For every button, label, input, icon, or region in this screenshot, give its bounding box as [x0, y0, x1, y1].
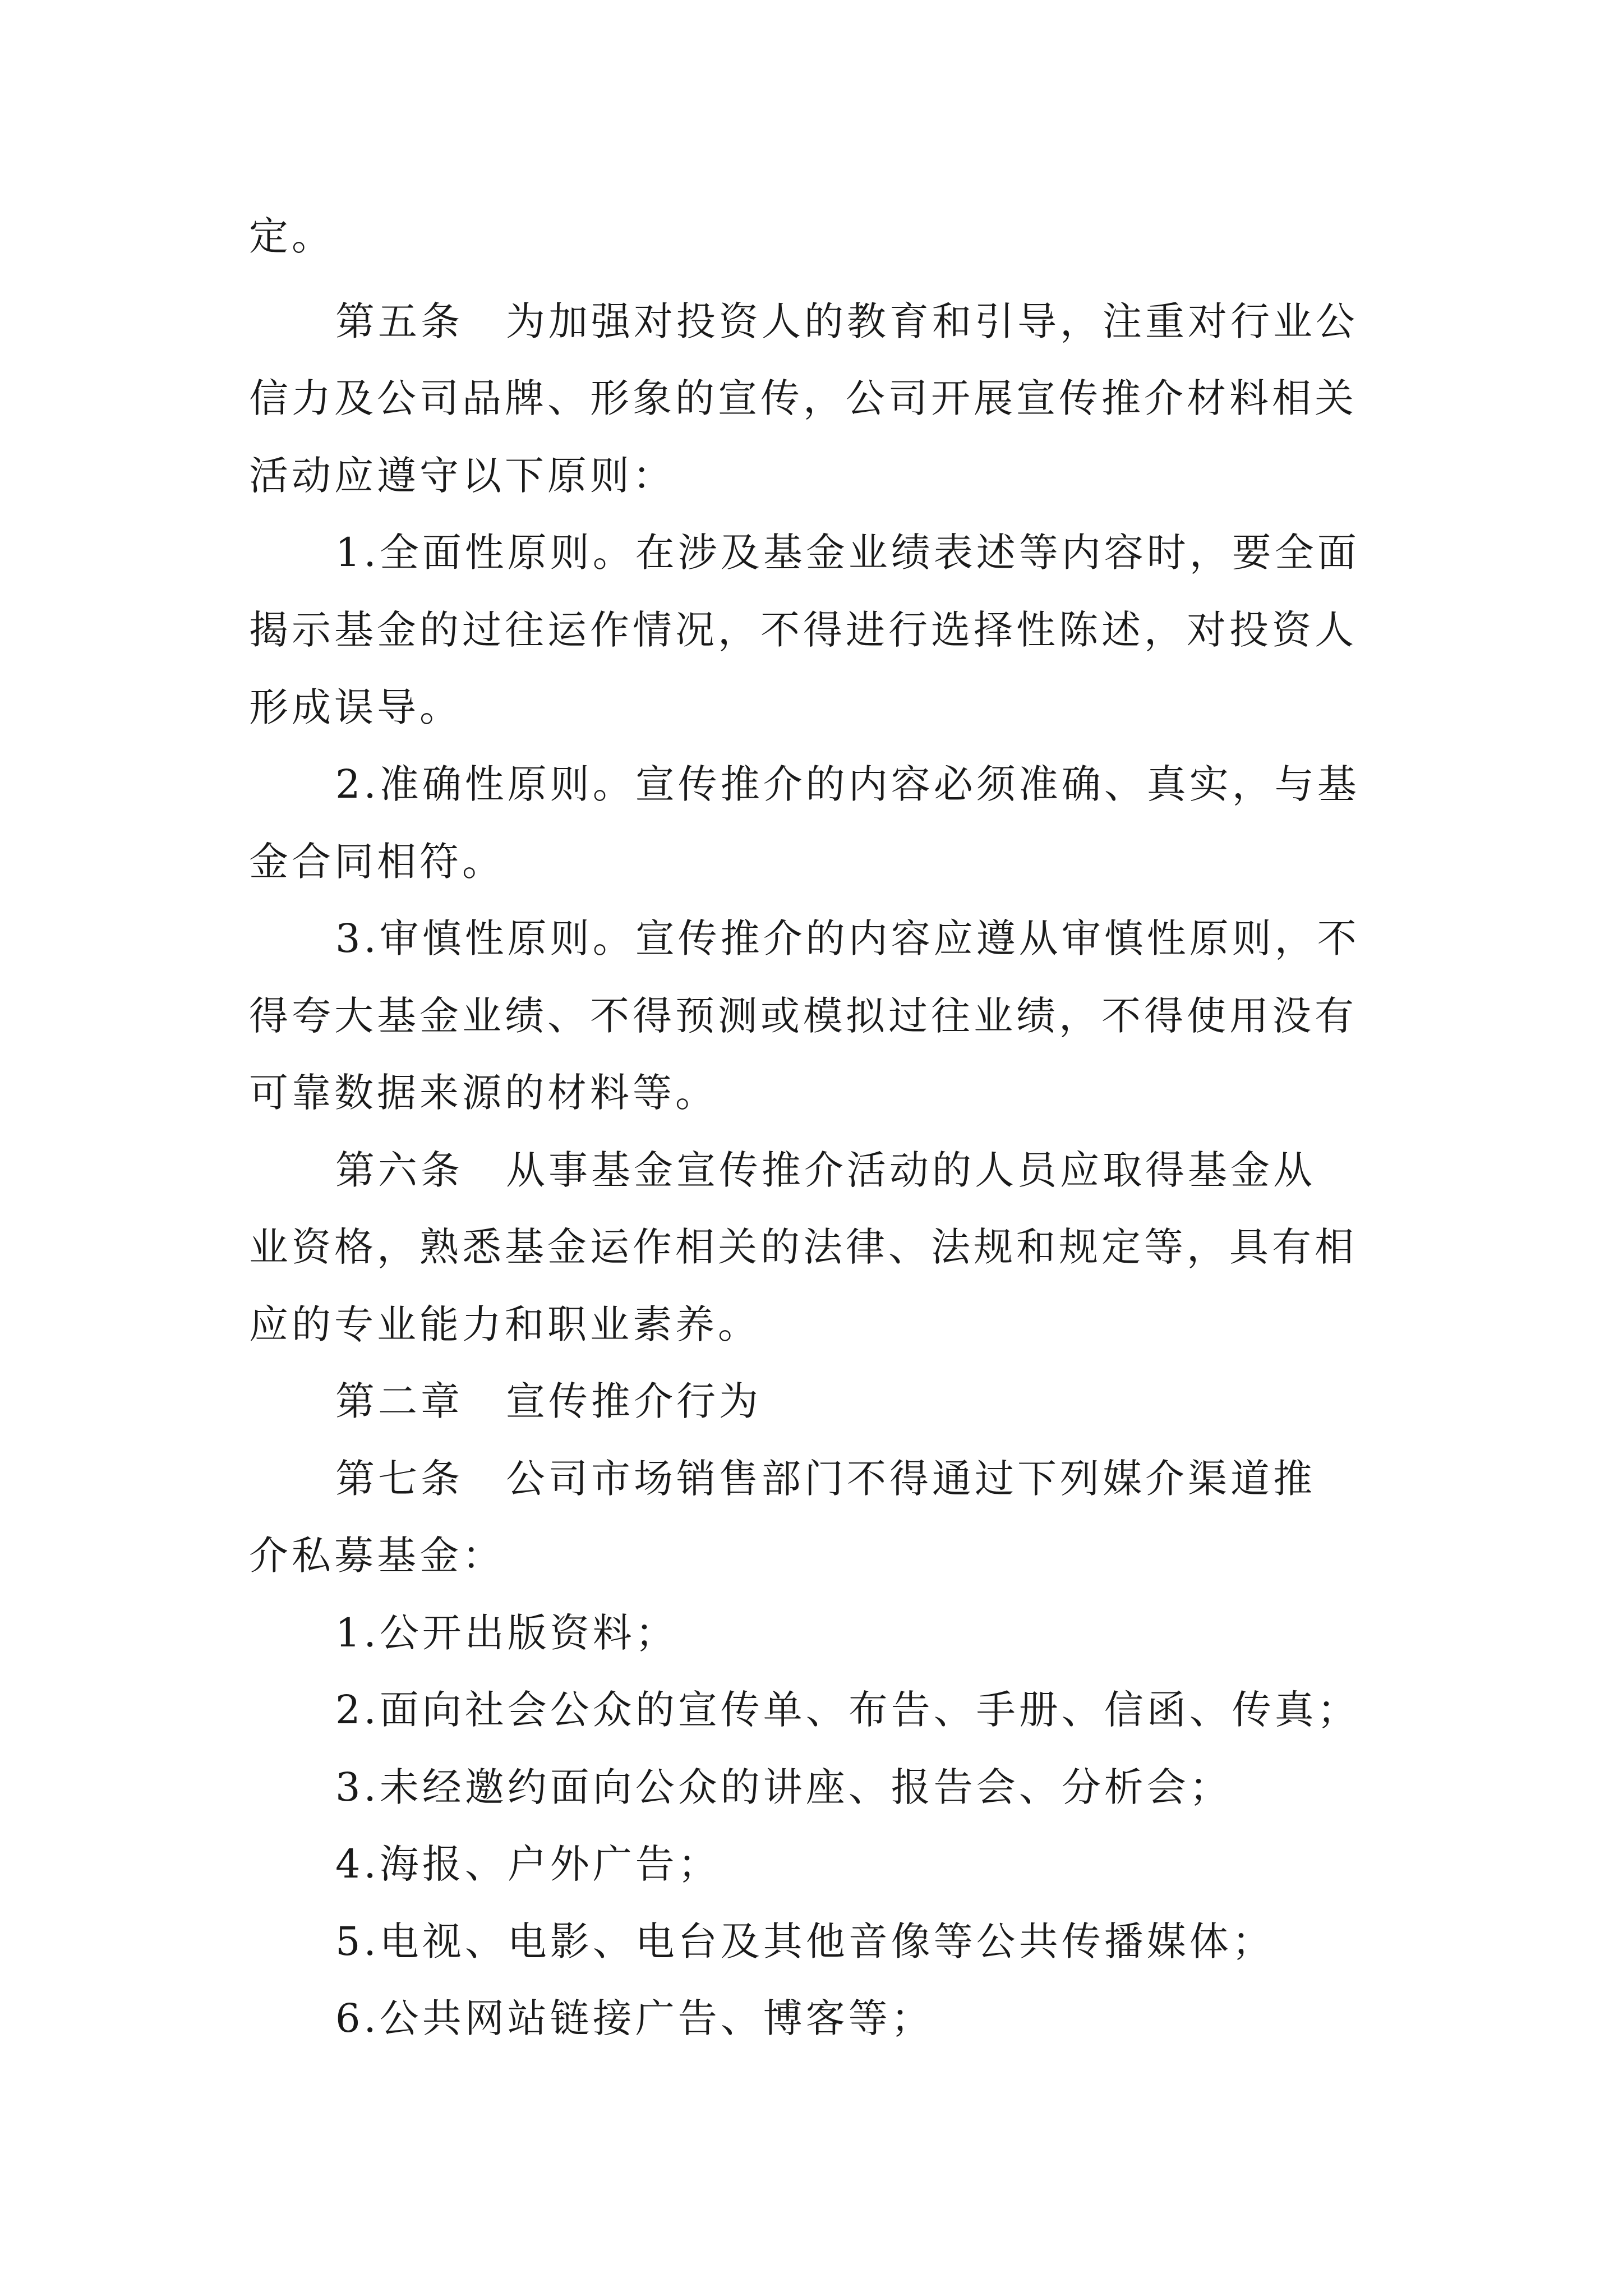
text-line: 活动应遵守以下原则： — [249, 453, 675, 499]
text-line: 业资格，熟悉基金运作相关的法律、法规和规定等，具有相 — [249, 1224, 1357, 1270]
list-item: 6.公共网站链接广告、博客等； — [335, 1995, 934, 2041]
text-line: 可靠数据来源的材料等。 — [249, 1070, 718, 1116]
text-line: 3.审慎性原则。宣传推介的内容应遵从审慎性原则，不 — [335, 915, 1360, 961]
chapter-two-heading: 第二章 宣传推介行为 — [335, 1378, 762, 1424]
list-item: 3.未经邀约面向公众的讲座、报告会、分析会； — [335, 1764, 1232, 1810]
text-line: 揭示基金的过往运作情况，不得进行选择性陈述，对投资人 — [249, 607, 1357, 653]
article-five-heading-line: 第五条 为加强对投资人的教育和引导，注重对行业公 — [335, 298, 1358, 344]
text-line: 2.准确性原则。宣传推介的内容必须准确、真实，与基 — [335, 761, 1360, 807]
text-line: 金合同相符。 — [249, 839, 505, 885]
list-item: 2.面向社会公众的宣传单、布告、手册、信函、传真； — [335, 1687, 1360, 1733]
text-line: 介私募基金： — [249, 1533, 505, 1579]
text-line: 得夸大基金业绩、不得预测或模拟过往业绩，不得使用没有 — [249, 993, 1357, 1039]
list-item: 4.海报、户外广告； — [335, 1841, 721, 1887]
text-line: 信力及公司品牌、形象的宣传，公司开展宣传推介材料相关 — [249, 375, 1357, 421]
article-seven-heading-line: 第七条 公司市场销售部门不得通过下列媒介渠道推 — [335, 1456, 1316, 1502]
list-item: 5.电视、电影、电台及其他音像等公共传播媒体； — [335, 1918, 1275, 1964]
article-six-heading-line: 第六条 从事基金宣传推介活动的人员应取得基金从 — [335, 1147, 1316, 1193]
list-item: 1.公开出版资料； — [335, 1610, 678, 1656]
text-line: 1.全面性原则。在涉及基金业绩表述等内容时，要全面 — [335, 530, 1360, 576]
text-line: 形成误导。 — [249, 684, 462, 730]
text-line: 定。 — [249, 213, 334, 259]
text-line: 应的专业能力和职业素养。 — [249, 1301, 760, 1347]
